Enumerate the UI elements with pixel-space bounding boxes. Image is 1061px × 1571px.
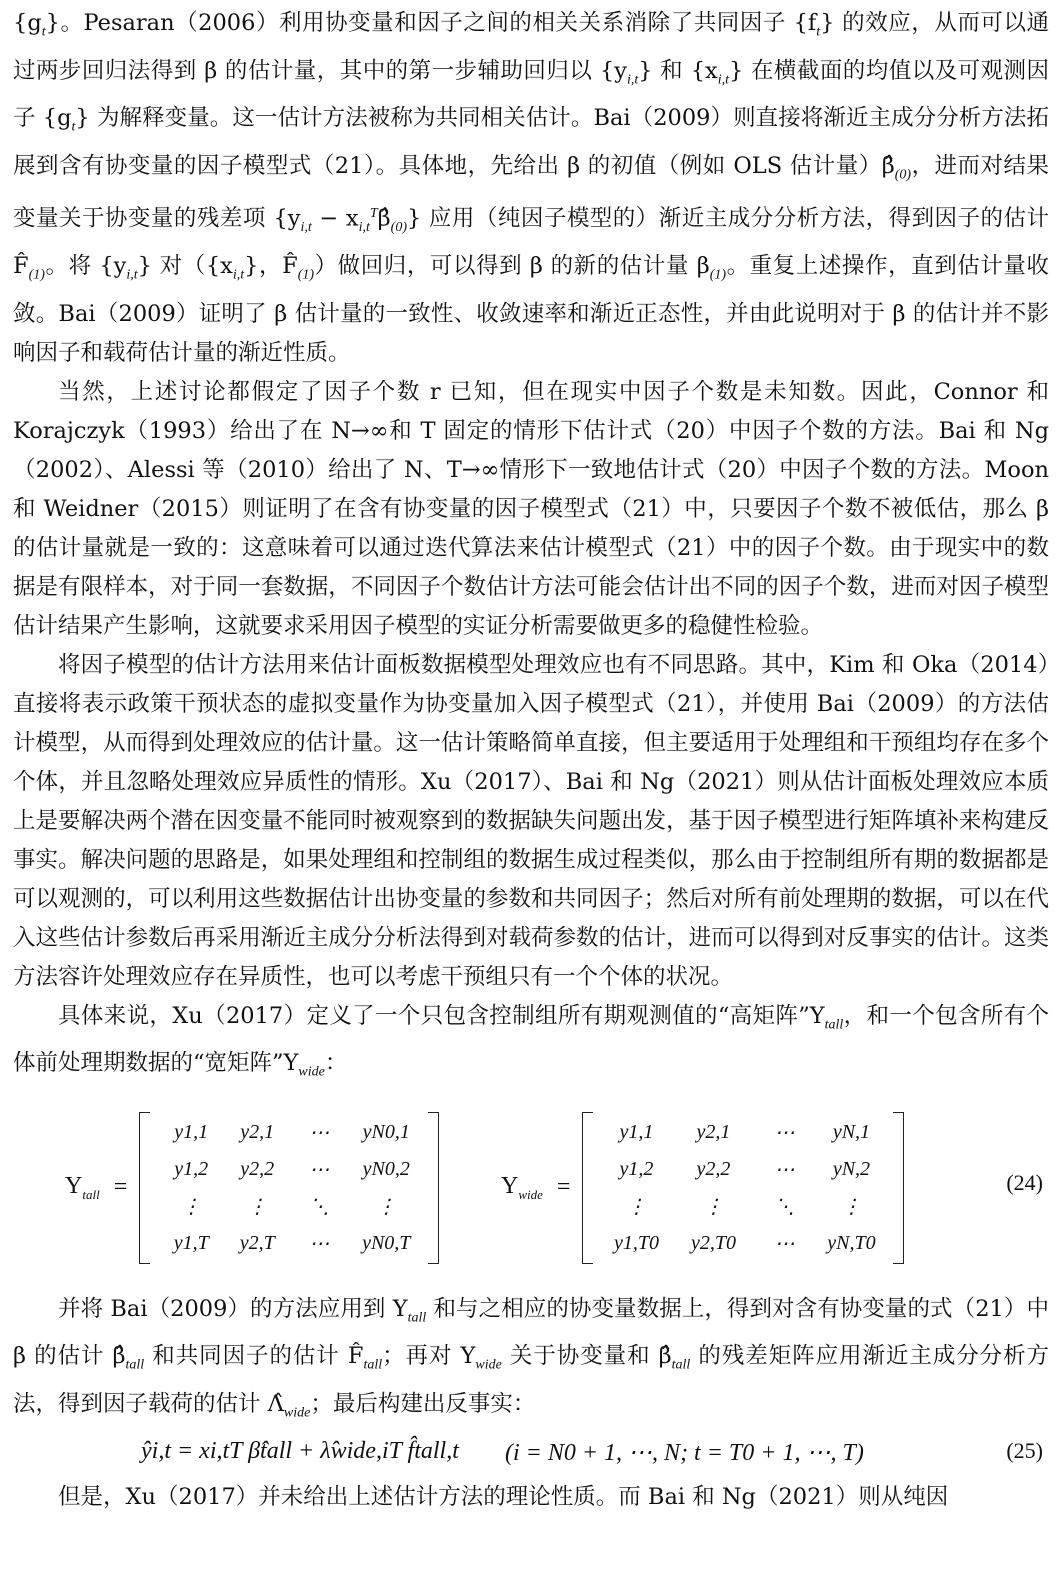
matrix-cell: y1,1 [174, 1120, 209, 1143]
text-segment: (1) [297, 267, 315, 283]
matrix-cell: ⋮ [376, 1195, 397, 1218]
matrix-cell: ⋱ [774, 1195, 795, 1218]
text-segment: ： [324, 1050, 348, 1076]
wide-matrix [501, 1104, 904, 1272]
wide-matrix-label: $Y_{wide}$ [501, 1172, 543, 1202]
matrix-cell: ⋮ [703, 1195, 724, 1218]
matrix-cell: y1,2 [174, 1157, 209, 1180]
text-segment: − x [311, 205, 359, 232]
equals-sign: = [113, 1174, 128, 1200]
text-segment: {g [13, 10, 42, 36]
paragraph-5 [13, 1290, 1049, 1433]
text-segment: } 对（{x [137, 253, 233, 279]
matrix-cell: yN0,2 [362, 1157, 410, 1180]
matrix-cell: y2,2 [240, 1157, 275, 1180]
text-segment: i,t [232, 267, 245, 283]
text-segment: (1) [709, 267, 727, 283]
text-segment: (1) [28, 267, 45, 283]
text-segment: tall [824, 1017, 844, 1032]
right-bracket [428, 1112, 439, 1264]
paragraph-6: 但是，Xu（2017）并未给出上述估计方法的理论性质。而 Bai 和 Ng（2021）则从纯因 [58, 1484, 949, 1510]
matrix-cell: y2,2 [696, 1157, 731, 1180]
text-segment: wide [283, 1405, 311, 1420]
text-segment: 和共同因子的估计 F̂ [144, 1343, 364, 1369]
text-segment: i,t [300, 220, 312, 235]
matrix-cell: y1,2 [619, 1157, 654, 1180]
text-segment: t [41, 24, 46, 40]
text-segment: ）做回归，可以得到 β 的新的估计量 β [314, 253, 710, 279]
text-segment: 和与之相应的协变量数据上，得到对含有协变量的式（21）中 β 的估计 β̂ [13, 1295, 1049, 1369]
text-segment: 。将 {y [44, 253, 127, 279]
equation-number: (24) [1006, 1169, 1043, 1195]
matrix-cell: ⋯ [309, 1158, 330, 1181]
paragraph-1 [13, 4, 1049, 373]
text-segment: i,t [358, 220, 370, 235]
text-segment: i,t [626, 72, 639, 87]
text-segment: } 为解释变量。这一估计方法被称为共同相关估计。Bai（2009）则直接将渐近主成分分析方法拓展到含有协变量的因子模型式（21）。具体地，先给出 β 的初值（例如 OLS 估计量）β̂ [13, 105, 1050, 179]
text-segment: 并将 Bai（2009）的方法应用到 Y [58, 1295, 408, 1322]
text-segment: } 应用（纯因子模型的）渐近主成分分析方法，得到因子的估计 F̂ [13, 205, 1049, 279]
matrix-cell: y2,1 [240, 1120, 275, 1143]
text-segment: } 和 {x [638, 57, 718, 84]
text-segment: i,t [717, 72, 730, 87]
text-segment: 的残差矩阵应用渐近主成分分析方法，得到因子载荷的估计 Λ̂ [13, 1343, 1049, 1417]
text-segment: ，和一个包含所有个体前处理期数据的“宽矩阵”Y [13, 1002, 1049, 1076]
paragraph-4 [13, 997, 1049, 1092]
matrix-cell: yN0,1 [362, 1120, 410, 1143]
matrix-equation-24 [13, 1104, 1049, 1272]
text-segment: }。Pesaran（2006）利用协变量和因子之间的相关关系消除了共同因子 {f [45, 10, 817, 36]
matrix-cell: ⋯ [774, 1121, 795, 1144]
equals-sign: = [556, 1174, 571, 1200]
text-segment: β̂ [377, 205, 391, 232]
counterfactual-formula: ŷi,t = xi,tT β̂tall + λ̂wide,iT f̂tall,t [141, 1438, 459, 1464]
left-bracket [139, 1112, 150, 1264]
text-segment: } 的效应，从而可以通过两步回归法得到 β 的估计量，其中的第一步辅助回归以 {y [13, 10, 1049, 84]
matrix-cell: y1,T [173, 1231, 209, 1254]
matrix-cell: y2,T [239, 1231, 275, 1254]
text-segment: (0) [894, 167, 912, 182]
paragraph-3 [13, 646, 1049, 997]
text-segment: 。重复上述操作，直到估计量收敛。Bai（2009）证明了 β 估计量的一致性、收敛速率和渐近正态性，并由此说明对于 β 的估计并不影响因子和载荷估计量的渐近性质。 [13, 253, 1049, 366]
text-segment: i,t [126, 267, 138, 283]
text-segment: tall [363, 1357, 383, 1373]
text-segment: tall [407, 1310, 427, 1325]
text-segment: wide [475, 1357, 502, 1373]
text-segment: 具体来说，Xu（2017）定义了一个只包含控制组所有期观测值的“高矩阵”Y [58, 1002, 825, 1029]
text-segment: ；最后构建出反事实： [310, 1390, 536, 1417]
text-segment: t [816, 24, 821, 40]
matrix-cell: y2,1 [696, 1120, 731, 1143]
matrix-cell: yN,1 [832, 1120, 871, 1143]
matrix-cell: ⋮ [626, 1195, 647, 1218]
matrix-cell: ⋯ [309, 1121, 330, 1144]
paragraph-2 [13, 373, 1049, 646]
text-segment: T [369, 206, 378, 221]
matrix-cell: y1,1 [619, 1120, 654, 1143]
matrix-cell: y1,T0 [613, 1231, 659, 1254]
matrix-cell: ⋮ [247, 1195, 268, 1218]
text-segment: wide [298, 1064, 325, 1080]
matrix-cell: ⋮ [841, 1195, 862, 1218]
text-segment: ，进而对结果变量关于协变量的残差项 {y [13, 152, 1049, 232]
text-segment: 当然，上述讨论都假定了因子个数 r 已知，但在现实中因子个数是未知数。因此，Connor 和 Korajczyk（1993）给出了在 N→∞和 T 固定的情形下估计式（20）中因子个数的方法。Bai 和 Ng（2002）、Alessi 等（2010）给出了 N、T→∞情形下一致地估计式（20）中因子个数的方法。Moon 和 Weidner（2015）则证明了在含有协变量的因子模型式（21）中，只要因子个数不被低估，那么 β 的估计量就是一致的：这意味着可以通过迭代算法来估计模型式（21）中的因子个数。由于现实中的数据是有限样本，对于同一套数据，不同因子个数估计方法可能会估计出不同的因子个数，进而对因子模型估计结果产生影响，这就要求采用因子模型的实证分析需要做更多的稳健性检验。 [13, 378, 1049, 639]
matrix-cell: yN0,T [362, 1231, 411, 1254]
left-bracket [582, 1112, 593, 1264]
matrix-cell: y2,T0 [690, 1231, 736, 1254]
text-segment: (0) [390, 220, 407, 235]
tall-matrix [65, 1104, 439, 1272]
text-segment: }，F̂ [244, 253, 298, 279]
formula-range: (i = N0 + 1, ⋯, N; t = T0 + 1, ⋯, T) [505, 1440, 864, 1466]
wide-matrix-cells [593, 1114, 893, 1262]
matrix-cell: ⋱ [309, 1195, 330, 1218]
matrix-cell: ⋯ [774, 1158, 795, 1181]
matrix-cell: ⋯ [309, 1232, 330, 1255]
text-segment: 关于协变量和 β̂ [501, 1343, 672, 1369]
matrix-cell: yN,2 [832, 1157, 871, 1180]
matrix-cell: ⋮ [181, 1195, 202, 1218]
text-segment: tall [671, 1357, 691, 1373]
text-segment: 将因子模型的估计方法用来估计面板数据模型处理效应也有不同思路。其中，Kim 和 Oka（2014）直接将表示政策干预状态的虚拟变量作为协变量加入因子模型式（21），并使用 Bai（2009）的方法估计模型，从而得到处理效应的估计量。这一估计策略简单直接，但主要适用于处理组和干预组均存在多个个体，并且忽略处理效应异质性的情形。Xu（2017）、Bai 和 Ng（2021）则从估计面板处理效应本质上是要解决两个潜在因变量不能同时被观察到的数据缺失问题出发，基于因子模型进行矩阵填补来构建反事实。解决问题的思路是，如果处理组和控制组的数据生成过程类似，那么由于控制组所有期的数据都是可以观测的，可以利用这些数据估计出协变量的参数和共同因子；然后对所有前处理期的数据，可以在代入这些估计参数后再采用渐近主成分分析法得到对载荷参数的估计，进而可以得到对反事实的估计。这类方法容许处理效应存在异质性，也可以考虑干预组只有一个个体的状况。 [13, 651, 1049, 990]
matrix-cell: yN,T0 [827, 1231, 876, 1254]
text-segment: t [71, 119, 76, 135]
equation-number: (25) [1006, 1438, 1043, 1463]
text-segment: tall [125, 1357, 145, 1373]
tall-matrix-cells [150, 1114, 428, 1262]
matrix-cell: ⋯ [774, 1232, 795, 1255]
right-bracket [893, 1112, 904, 1264]
text-segment: ；再对 Y [382, 1343, 476, 1369]
text-segment: } 在横截面的均值以及可观测因子 {g [13, 57, 1049, 131]
formula-25 [13, 1432, 1049, 1478]
tall-matrix-label: $Y_{tall}$ [65, 1172, 100, 1202]
